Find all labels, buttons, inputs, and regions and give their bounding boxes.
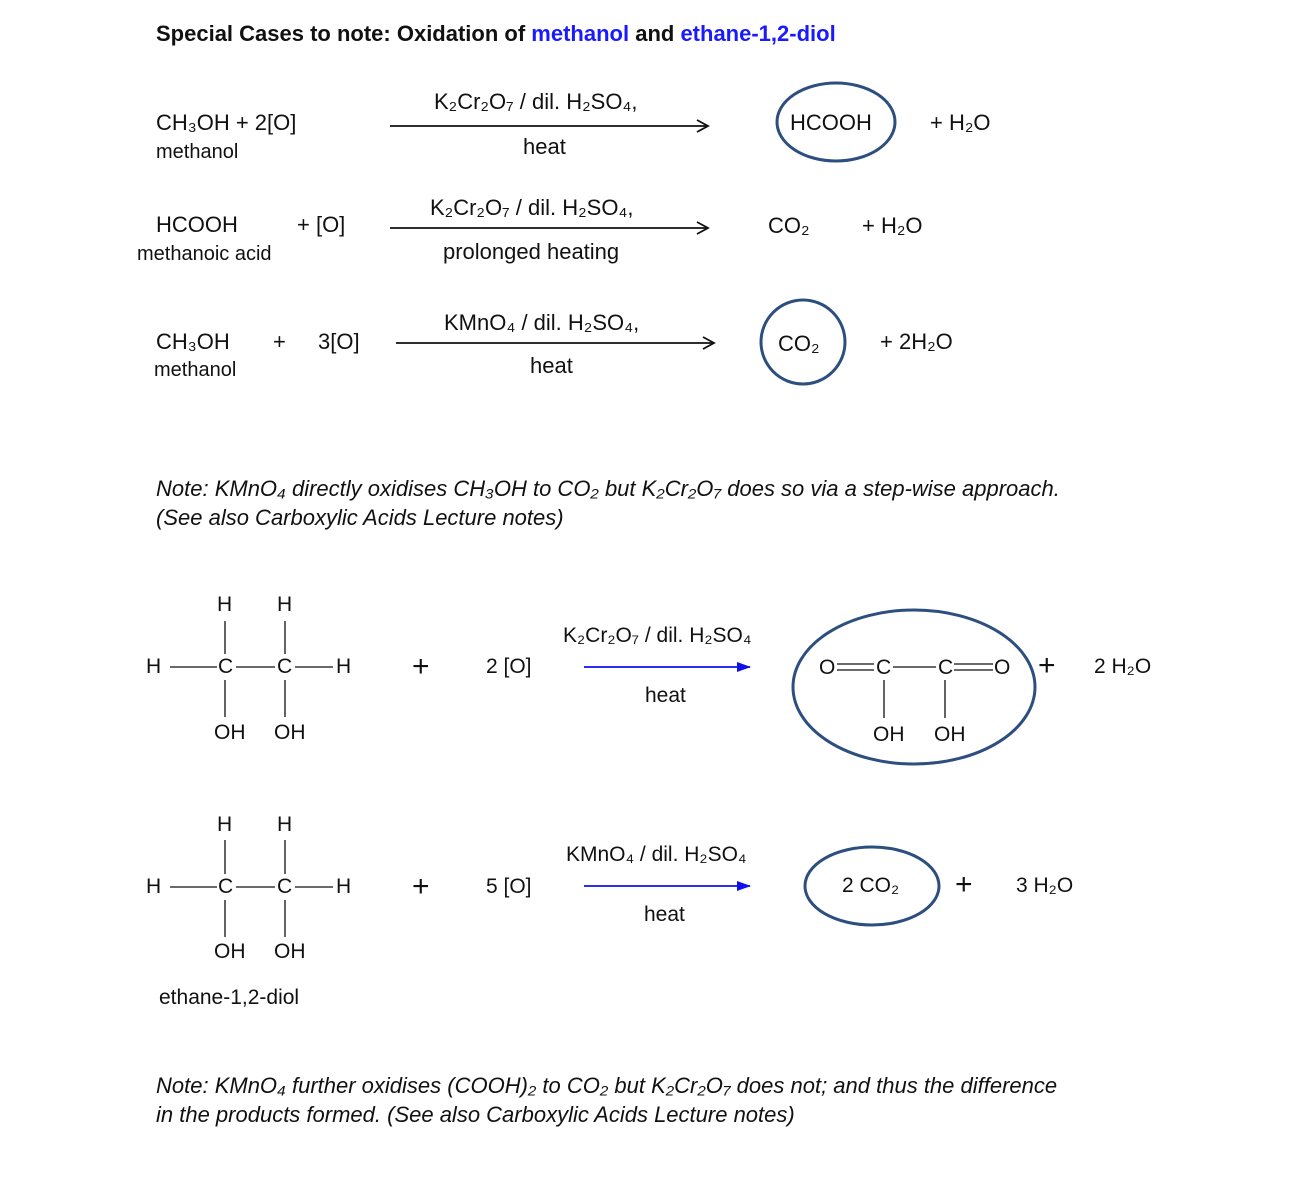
r3-plus: +	[273, 329, 286, 354]
note-2-line-2: in the products formed. (See also Carboxylic Acids Lecture notes)	[156, 1102, 795, 1127]
r2-byproduct: + H₂O	[862, 213, 923, 238]
group-oh: OH	[274, 721, 306, 744]
title-methanol: methanol	[531, 21, 630, 46]
r1-byproduct: + H₂O	[930, 110, 991, 135]
r2-condition: prolonged heating	[443, 239, 620, 264]
atom-c: C	[218, 875, 234, 898]
note-2-line-1: Note: KMnO₄ further oxidises (COOH)₂ to CO₂ but K₂Cr₂O₇ does not; and thus the difference	[156, 1073, 1058, 1098]
title-diol: ethane-1,2-diol	[680, 21, 836, 46]
r3-product: CO₂	[778, 331, 820, 356]
note-1-line-2: (See also Carboxylic Acids Lecture notes)	[156, 505, 564, 530]
r3-reagent: KMnO₄ / dil. H₂SO₄,	[444, 310, 640, 335]
r5-reactant-name: ethane-1,2-diol	[159, 986, 300, 1009]
r3-condition: heat	[530, 353, 573, 378]
atom-c: C	[876, 656, 892, 679]
atom-h: H	[277, 813, 293, 836]
r5-oxygen: 5 [O]	[486, 875, 532, 898]
r2-product: CO₂	[768, 213, 810, 238]
atom-c: C	[277, 655, 293, 678]
r1-product: HCOOH	[790, 110, 872, 135]
r3-reactant: CH₃OH	[156, 329, 230, 354]
oxalic-bonds	[837, 664, 993, 718]
atom-h: H	[146, 655, 162, 678]
atom-h: H	[336, 875, 352, 898]
note-1-line-1: Note: KMnO₄ directly oxidises CH₃OH to CO₂ but K₂Cr₂O₇ does so via a step-wise approach.	[156, 476, 1060, 501]
r3-reactant-name: methanol	[154, 359, 237, 381]
r4-plus: +	[412, 650, 430, 683]
atom-o: O	[994, 656, 1011, 679]
atom-c: C	[938, 656, 954, 679]
r5-reagent: KMnO₄ / dil. H₂SO₄	[566, 843, 747, 866]
r4-byproduct: 2 H₂O	[1094, 655, 1152, 678]
r2-plus-o: + [O]	[297, 212, 346, 237]
r3-oxygen: 3[O]	[318, 329, 360, 354]
atom-h: H	[277, 593, 293, 616]
title-and: and	[629, 21, 681, 46]
atom-h: H	[217, 813, 233, 836]
title-prefix: Special Cases to note: Oxidation of	[156, 21, 532, 46]
r5-product-plus: +	[955, 868, 973, 901]
r2-reactant-name: methanoic acid	[137, 243, 272, 265]
r4-condition: heat	[645, 684, 686, 707]
product-circle-oxalic	[793, 610, 1035, 764]
r4-product-plus: +	[1038, 649, 1056, 682]
r4-oxygen: 2 [O]	[486, 655, 532, 678]
r5-product: 2 CO₂	[842, 874, 900, 897]
r1-reagent: K₂Cr₂O₇ / dil. H₂SO₄,	[434, 89, 638, 114]
group-oh: OH	[214, 721, 246, 744]
r1-condition: heat	[523, 134, 566, 159]
group-oh: OH	[873, 723, 905, 746]
group-oh: OH	[274, 940, 306, 963]
group-oh: OH	[934, 723, 966, 746]
r5-byproduct: 3 H₂O	[1016, 874, 1074, 897]
r2-reagent: K₂Cr₂O₇ / dil. H₂SO₄,	[430, 195, 634, 220]
r1-reactant: CH₃OH + 2[O]	[156, 110, 297, 135]
atom-h: H	[336, 655, 352, 678]
group-oh: OH	[214, 940, 246, 963]
atom-h: H	[217, 593, 233, 616]
atom-c: C	[218, 655, 234, 678]
r1-reactant-name: methanol	[156, 141, 239, 163]
r2-reactant: HCOOH	[156, 212, 238, 237]
diol-bonds-1	[170, 621, 333, 717]
r4-reagent: K₂Cr₂O₇ / dil. H₂SO₄	[563, 624, 752, 647]
atom-h: H	[146, 875, 162, 898]
r5-condition: heat	[644, 903, 685, 926]
atom-o: O	[819, 656, 836, 679]
r5-plus: +	[412, 870, 430, 903]
diol-bonds-2	[170, 840, 333, 937]
atom-c: C	[277, 875, 293, 898]
r3-byproduct: + 2H₂O	[880, 329, 953, 354]
